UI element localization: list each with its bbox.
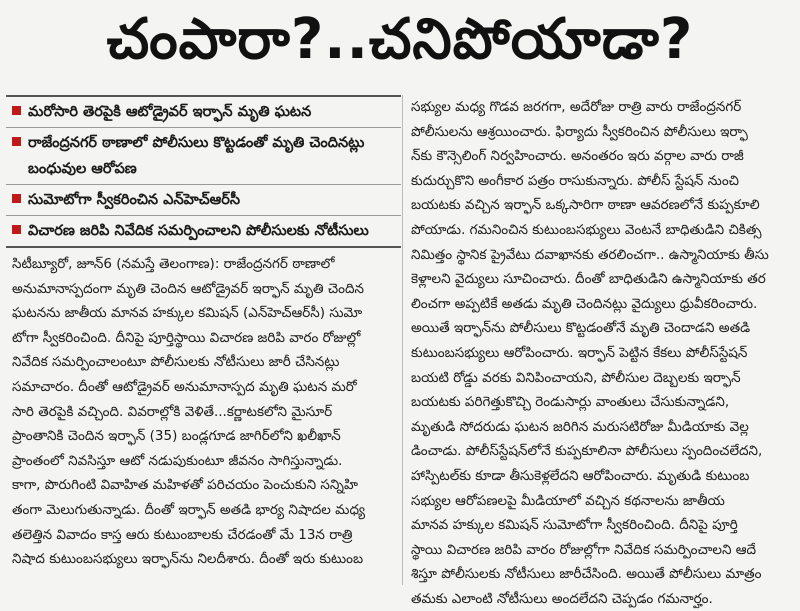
body-line: కెళ్లాలని వైద్యులు సూచించారు. దీంతో బాధితుడిని ఉస్మానియాకు తర bbox=[411, 271, 766, 288]
body-line: మానవ హక్కుల కమిషన్ సుమోటోగా స్వీకరించింది. దీనిపై పూర్తి bbox=[411, 517, 738, 534]
body-line: న్‌కు కౌన్సెలింగ్ నిర్వహించారు. అనంతరం ఇరు వర్గాల వారు రాజీ bbox=[411, 148, 744, 165]
body-line: కాగా, పొరుగింటి వివాహిత మహిళతో పరిచయం పెంచుకుని సన్నిహి bbox=[12, 477, 358, 494]
body-line: సభ్యుల మధ్య గొడవ జరగగా, అదేరోజు రాత్రి వారు రాజేంద్రనగర్ bbox=[411, 99, 742, 115]
body-line: మృతుడి సోదరుడు ఘటన జరిగిన మరుసటిరోజు మీడియాకు వెల్ల bbox=[411, 418, 749, 435]
subheads-bottom-rule bbox=[6, 246, 401, 248]
body-line: అయితే ఇర్ఫాన్‌ను పోలీసులు కొట్టడంతోనే మృతి చెందాడని అతడి bbox=[411, 320, 751, 337]
body-line: తలెత్తిన వివాదం కాస్త ఆరు కుటుంబాలకు చేరడంతో మే 13న రాత్రి bbox=[12, 526, 353, 543]
body-line: కుదుర్చుకొని అంగీకార పత్రం రాసుకున్నారు. పోలీస్ స్టేషన్ నుంచి bbox=[411, 172, 740, 189]
subhead-3: సుమోటోగా స్వీకరించిన ఎన్‌హెచ్‌ఆర్‌సీ bbox=[6, 185, 401, 216]
body-line: సారి తెరపైకి వచ్చింది. వివరాల్లోకి వెళితే...కర్ణాటకలోని మైసూర్ bbox=[12, 403, 333, 420]
body-line: టోగా స్వీకరించింది. దీనిపై పూర్తిస్థాయి విచారణ జరిపి వారం రోజుల్లో bbox=[12, 329, 361, 346]
column-divider bbox=[402, 95, 403, 585]
body-line: సమాచారం. దీంతో ఆటోడ్రైవర్ అనుమానాస్పద మృతి ఘటన మరో bbox=[12, 378, 357, 395]
subhead-1: మరోసారి తెరపైకి ఆటోడ్రైవర్ ఇర్ఫాన్ మృతి ఘటన bbox=[6, 97, 401, 128]
left-column bbox=[6, 95, 401, 572]
body-line: అనుమానాస్పదంగా మృతి చెందిన ఆటోడ్రైవర్ ఇర్ఫాన్ మృతి చెందిన bbox=[12, 280, 365, 297]
body-line: తంగా మెలుగుతున్నాడు. దీంతో ఇర్ఫాన్ అతడి భార్య నిషాదల మధ్య bbox=[12, 501, 366, 518]
subhead-2: రాజేంద్రనగర్ ఠాణాలో పోలీసులు కొట్టడంతో మృతి చెందినట్లు బంధువుల ఆరోపణ bbox=[6, 128, 401, 185]
body-line: బయటకు వచ్చిన ఇర్ఫాన్ ఒక్కసారిగా ఠాణా ఆవరణలోనే కుప్పకూలి bbox=[411, 197, 760, 214]
body-line: ప్రాంతంలో నివసిస్తూ ఆటో నడుపుకుంటూ జీవనం సాగిస్తున్నాడు. bbox=[12, 452, 343, 469]
body-line: పోలీసులను ఆశ్రయించారు. ఫిర్యాదు స్వీకరించిన పోలీసులు ఇర్ఫా bbox=[411, 123, 748, 140]
body-line: శిస్తూ పోలీసులకు నోటీసులు జారీచేసింది. అయితే పోలీసులు మాత్రం bbox=[411, 566, 762, 583]
body-line: బయటి రోడ్డు వరకు వినిపించాయని, పోలీసుల దెబ్బలకు ఇర్ఫాన్ bbox=[411, 369, 741, 386]
right-column bbox=[405, 95, 795, 611]
body-line: నిమిత్తం స్థానిక ప్రైవేటు దవాఖానకు తరలించగా.. ఉస్మానియాకు తీసు bbox=[411, 246, 769, 263]
body-line: సభ్యుల ఆరోపణలపై మీడియాలో వచ్చిన కథనాలను జాతీయ bbox=[411, 492, 725, 509]
body-line: లించగా అప్పటికే అతడు మృతి చెందినట్లు వైద్యులు ధ్రువీకరించారు. bbox=[411, 295, 758, 312]
body-line: స్థాయి విచారణ జరిపి వారం రోజుల్లోగా నివేదిక సమర్పించాలని ఆదే bbox=[411, 541, 757, 558]
body-line: ప్రాంతానికి చెందిన ఇర్ఫాన్ (35) బండ్లగూడ జాగిర్‌లోని ఖలీఖాన్ bbox=[12, 428, 341, 445]
body-line: హాస్పిటల్‌కు కూడా తీసుకెళ్లలేదని ఆరోపించారు. మృతుడి కుటుంబ bbox=[411, 467, 750, 484]
body-line: నిషాద కుటుంబసభ్యులు ఇర్ఫాన్‌ను నిలదీశారు. దీంతో ఇరు కుటుంబ bbox=[12, 551, 364, 568]
body-line: డించాడు. పోలీస్‌స్టేషన్‌లోనే కుప్పకూలినా పోలీసులు స్పందించలేదని, bbox=[411, 443, 763, 460]
body-line: ఘటనను జాతీయ మానవ హక్కుల కమిషన్ (ఎన్‌హెచ్‌ఆర్‌సీ) సుమో bbox=[12, 305, 363, 322]
body-line: కుటుంబసభ్యులు ఆరోపించారు. ఇర్ఫాన్ పెట్టిన కేకలు పోలీస్‌స్టేషన్ bbox=[411, 344, 748, 361]
subhead-4: విచారణ జరిపి నివేదిక సమర్పించాలని పోలీసులకు నోటీసులు bbox=[6, 216, 401, 246]
body-line: బయటకు పరిగెత్తుకొచ్చి రెండుసార్లు వాంతులు చేసుకున్నాడని, bbox=[411, 394, 730, 411]
body-line: సిటీబ్యూరో, జూన్6 (నమస్తే తెలంగాణ): రాజేంద్రనగర్ ఠాణాలో bbox=[12, 256, 335, 272]
body-line: పోయాడు. గమనించిన కుటుంబసభ్యులు వెంటనే బాధితుడిని చికిత్స bbox=[411, 221, 762, 238]
body-line: నివేదిక సమర్పించాలంటూ పోలీసులకు నోటీసులు జారీ చేసినట్లు bbox=[12, 354, 340, 371]
body-line: తమకు ఎలాంటి నోటీసులు అందలేదని చెప్పడం గమనార్హం. bbox=[411, 590, 713, 607]
headline: చంపారా?..చనిపోయాడా? bbox=[106, 6, 694, 72]
